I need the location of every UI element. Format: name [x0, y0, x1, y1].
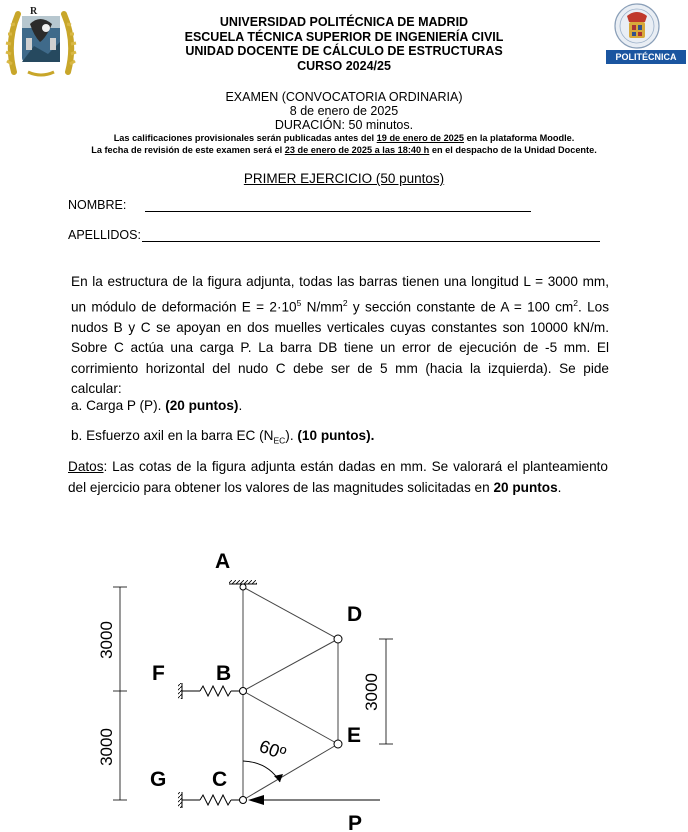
question-b: b. Esfuerzo axil en la barra EC $(N_{EC})$. (10 puntos).	[71, 428, 375, 446]
upm-logo-text: POLITÉCNICA	[615, 52, 677, 62]
unit-name: UNIDAD DOCENTE DE CÁLCULO DE ESTRUCTURAS	[185, 44, 503, 58]
exam-info	[0, 90, 688, 132]
label-dim-bottom: 3000	[97, 728, 116, 766]
nombre-label: NOMBRE:	[68, 198, 127, 212]
datos-points: 20 puntos	[493, 479, 558, 495]
grades-notice	[0, 133, 688, 156]
label-node-d: D	[347, 603, 363, 626]
grades-date: 19 de enero de 2025	[376, 133, 465, 143]
notice-line-review: La fecha de revisión de este examen será el 23 de enero de 2025 a las 18:40 h en el despacho de la Unidad Docente.	[91, 144, 597, 155]
exam-duration: DURACIÓN: 50 minutos.	[274, 118, 414, 132]
course-year: CURSO 2024/25	[297, 58, 391, 73]
angle-arc	[243, 761, 280, 782]
bar-be	[243, 691, 338, 744]
spring-c	[178, 792, 240, 808]
label-node-e: E	[347, 724, 362, 747]
apellidos-field[interactable]	[142, 241, 600, 242]
datos-paragraph: Datos: Las cotas de la figura adjunta están dadas en mm. Se valorará el planteamiento del ejercicio para obtener los valores de las magnitudes solicitadas en 20 puntos.	[68, 459, 608, 495]
problem-statement: En la estructura de la figura adjunta, todas las barras tienen una longitud L = 3000 mm, un módulo de deformación $E = 2\cdot 10^5$ $N/mm^2$ y sección constante de A = 100 $cm^2$. Los nudos B y C se apoyan en dos muelles verticales cuyas constantes son 10000 kN/m. Sobre C actúa una carga P. La barra DB tiene un error de ejecución de -5 mm. El corrimiento horizontal del nudo C debe ser de 5 mm (hacia la izquierda). Se pide calcular:	[71, 274, 609, 397]
section-title: PRIMER EJERCICIO (50 puntos)	[243, 171, 445, 186]
node-c	[240, 797, 247, 804]
label-node-c: C	[212, 768, 228, 791]
bar-db	[243, 639, 338, 691]
label-load-p: P	[348, 812, 363, 832]
dimension-left	[113, 587, 127, 800]
notice-line-grades: Las calificaciones provisionales serán publicadas antes del 19 de enero de 2025 en la plataforma Moodle.	[113, 133, 575, 143]
node-d	[334, 635, 342, 643]
label-dim-right: 3000	[362, 673, 381, 711]
load-p-arrow	[248, 795, 380, 805]
question-b-points: (10 puntos).	[297, 428, 375, 443]
question-a-points: (20 puntos)	[165, 398, 239, 413]
bar-ad	[243, 587, 338, 639]
school-name: ESCUELA TÉCNICA SUPERIOR DE INGENIERÍA CIVIL	[184, 29, 504, 44]
review-date: 23 de enero de 2025 a las 18:40 h	[284, 144, 430, 155]
label-node-f: F	[152, 662, 165, 685]
label-angle: 60º	[256, 735, 289, 764]
section-title-wrap	[0, 170, 688, 188]
label-dim-top: 3000	[97, 621, 116, 659]
exam-date: 8 de enero de 2025	[289, 104, 399, 118]
node-e	[334, 740, 342, 748]
dimension-right	[379, 639, 393, 744]
exam-type: EXAMEN (CONVOCATORIA ORDINARIA)	[225, 90, 463, 104]
label-node-b: B	[216, 662, 232, 685]
institution-header	[0, 15, 688, 73]
node-b	[240, 688, 247, 695]
label-node-a: A	[215, 550, 231, 573]
svg-text:R: R	[30, 6, 38, 17]
apellidos-label: APELLIDOS:	[68, 228, 141, 242]
truss-figure	[0, 540, 688, 832]
nombre-field[interactable]	[145, 211, 531, 212]
university-name: UNIVERSIDAD POLITÉCNICA DE MADRID	[219, 15, 469, 29]
datos-label: Datos	[68, 459, 104, 474]
node-a	[240, 584, 246, 590]
spring-b	[178, 683, 240, 699]
label-node-g: G	[150, 768, 167, 791]
question-a: a. Carga P (P). (20 puntos).	[71, 398, 243, 413]
